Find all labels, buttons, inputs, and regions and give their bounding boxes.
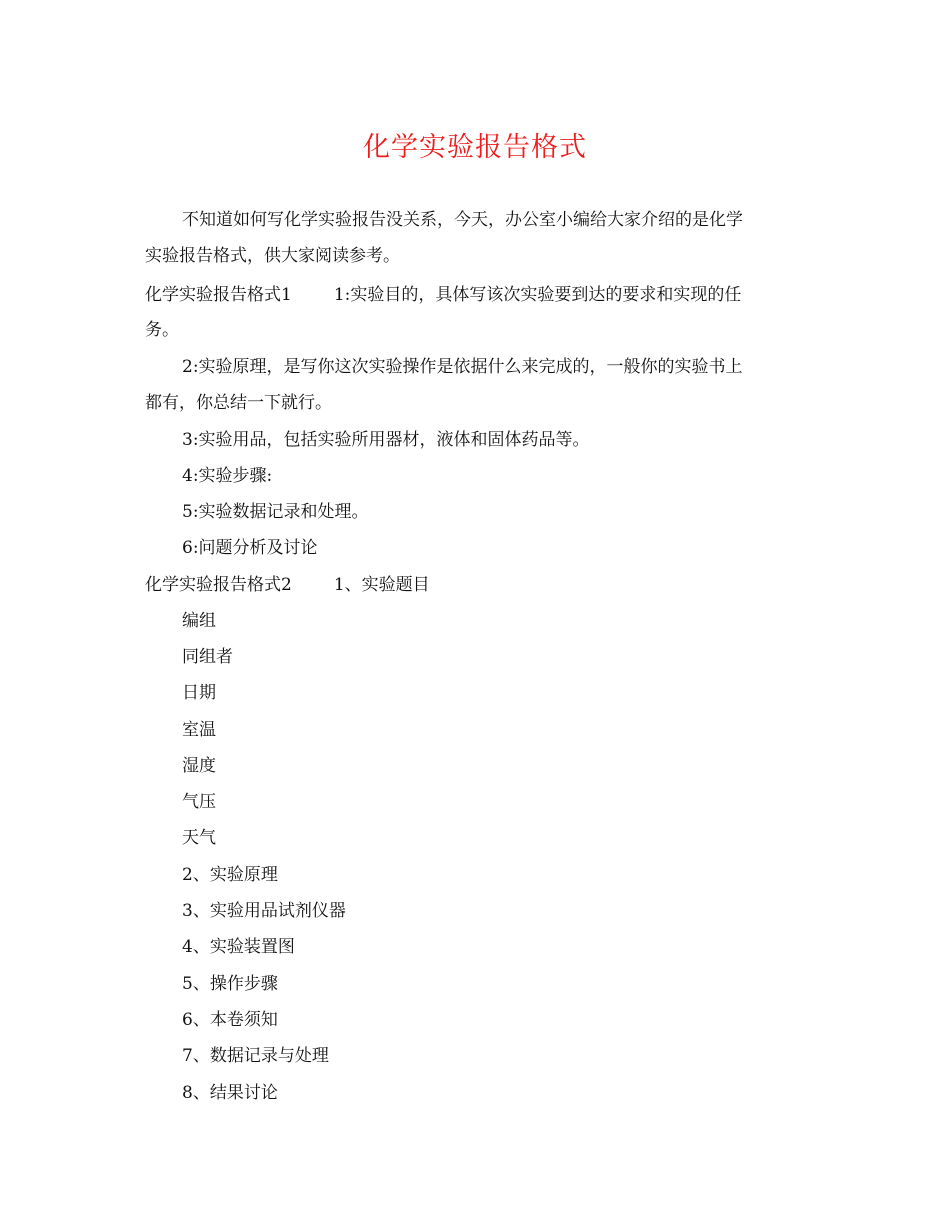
section2-item4: 4、实验装置图 [182, 937, 295, 957]
section1-item1-end: 务。 [145, 320, 179, 340]
section2-item3: 3、实验用品试剂仪器 [182, 901, 346, 921]
field-group: 编组 [182, 611, 216, 631]
field-weather: 天气 [182, 828, 216, 848]
intro-line-1: 不知道如何写化学实验报告没关系，今天，办公室小编给大家介绍的是化学 [182, 210, 743, 230]
section1-item3: 3:实验用品，包括实验所用器材，液体和固体药品等。 [182, 430, 590, 450]
section1-item1-start: 1:实验目的，具体写该次实验要到达的要求和实现的任 [333, 285, 742, 305]
document-title: 化学实验报告格式 [363, 132, 587, 163]
section1-item5: 5:实验数据记录和处理。 [182, 502, 369, 522]
section2-heading-line [145, 573, 430, 597]
field-teammates: 同组者 [182, 647, 233, 667]
section2-item7: 7、数据记录与处理 [182, 1046, 329, 1066]
field-room-temperature: 室温 [182, 720, 216, 740]
section1-item2-end: 都有，你总结一下就行。 [145, 393, 332, 413]
section2-heading: 化学实验报告格式2 [145, 575, 292, 595]
field-date: 日期 [182, 683, 216, 703]
section1-item4: 4:实验步骤: [182, 466, 273, 486]
field-humidity: 湿度 [182, 756, 216, 776]
field-air-pressure: 气压 [182, 792, 216, 812]
section1-item2-start: 2:实验原理，是写你这次实验操作是依据什么来完成的，一般你的实验书上 [182, 357, 743, 377]
section2-item5: 5、操作步骤 [182, 974, 278, 994]
section1-item6: 6:问题分析及讨论 [182, 538, 318, 558]
section2-item6: 6、本卷须知 [182, 1010, 278, 1030]
section1-heading: 化学实验报告格式1 [145, 285, 292, 305]
section2-item8: 8、结果讨论 [182, 1083, 278, 1103]
intro-line-2: 实验报告格式，供大家阅读参考。 [145, 246, 400, 266]
section2-item1: 1、实验题目 [333, 575, 430, 595]
section1-heading-line [145, 283, 741, 307]
section2-item2: 2、实验原理 [182, 865, 278, 885]
